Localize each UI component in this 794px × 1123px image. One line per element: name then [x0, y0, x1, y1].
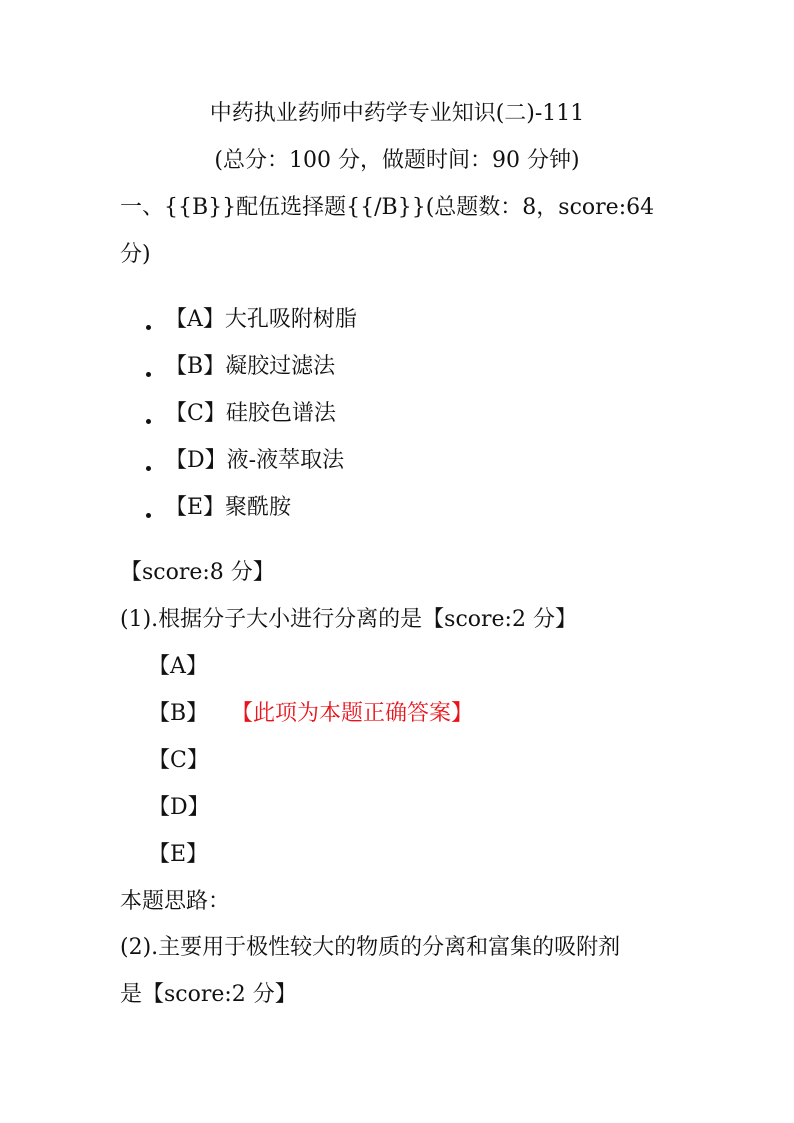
- question-1-choice-a: 【A】: [148, 654, 208, 679]
- document-title: 中药执业药师中药学专业知识(二)-111: [209, 101, 585, 126]
- bullet-icon: [146, 513, 151, 518]
- option-item-a: 【A】大孔吸附树脂: [165, 307, 357, 332]
- bullet-icon: [146, 325, 151, 330]
- question-1-choice-e: 【E】: [148, 842, 209, 867]
- question-2-text: (2).主要用于极性较大的物质的分离和富集的吸附剂: [120, 935, 621, 960]
- section-heading-continuation: 分): [120, 242, 151, 267]
- bullet-icon: [146, 419, 151, 424]
- document-subtitle: (总分：100 分，做题时间：90 分钟): [214, 148, 580, 173]
- analysis-label: 本题思路：: [120, 889, 231, 914]
- option-item-e: 【E】聚酰胺: [165, 495, 292, 520]
- correct-answer-note: 【此项为本题正确答案】: [231, 701, 474, 726]
- question-1-choice-d: 【D】: [148, 795, 210, 820]
- option-item-b: 【B】凝胶过滤法: [165, 354, 336, 379]
- question-1-choice-c: 【C】: [148, 748, 209, 773]
- bullet-icon: [146, 466, 151, 471]
- question-1-choice-b: 【B】: [148, 701, 209, 726]
- section-heading: 一、{{B}}配伍选择题{{/B}}(总题数：8，score:64: [120, 195, 655, 220]
- question-1-text: (1).根据分子大小进行分离的是【score:2 分】: [120, 607, 577, 632]
- group-score: 【score:8 分】: [120, 560, 275, 585]
- option-item-d: 【D】液-液萃取法: [165, 448, 345, 473]
- bullet-icon: [146, 372, 151, 377]
- question-2-text-continuation: 是【score:2 分】: [120, 982, 297, 1007]
- option-item-c: 【C】硅胶色谱法: [165, 401, 336, 426]
